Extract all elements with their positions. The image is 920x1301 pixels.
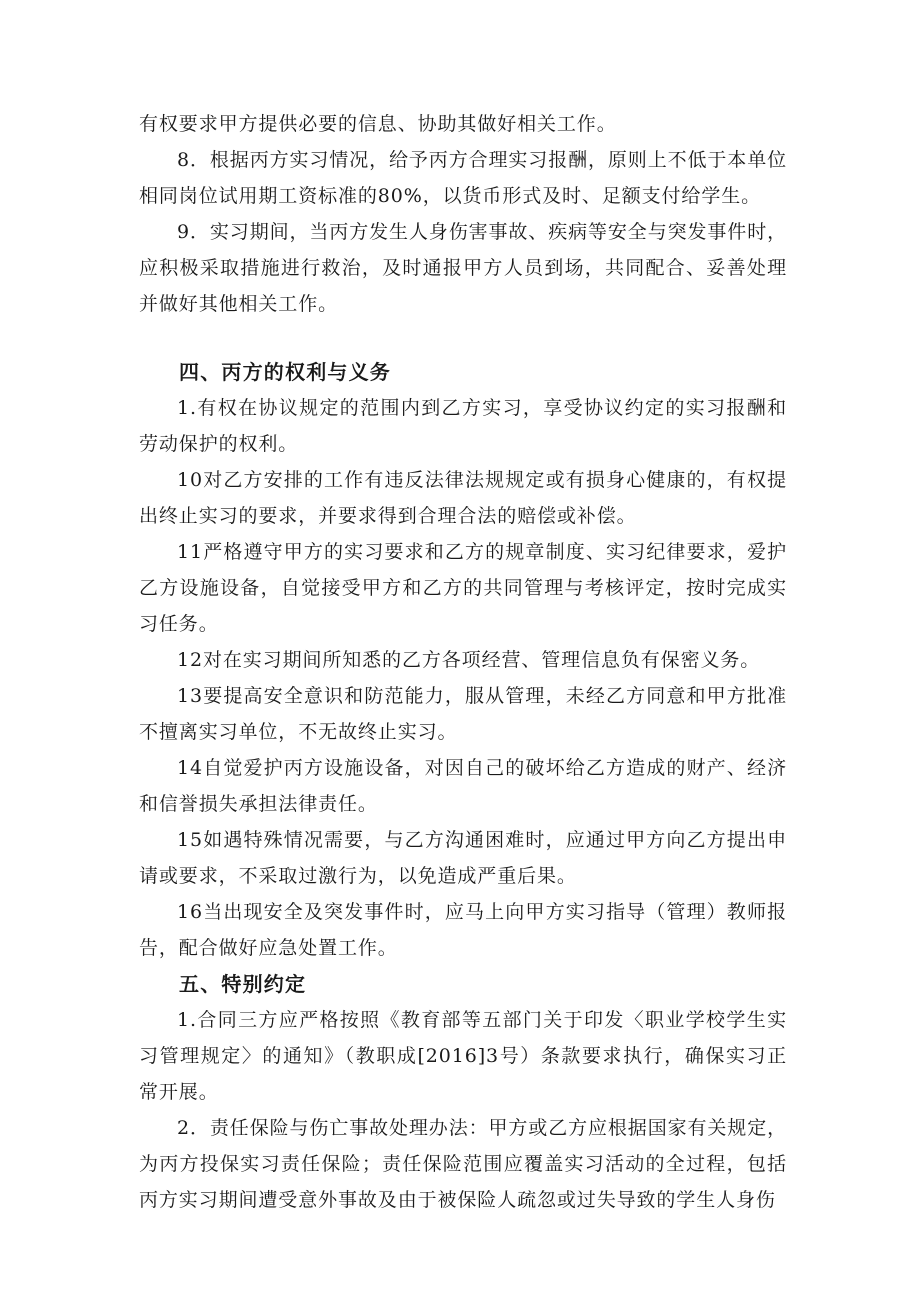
section4-item: 1.有权在协议规定的范围内到乙方实习，享受协议约定的实习报酬和劳动保护的权利。 (139, 397, 787, 455)
paragraph-continuation: 有权要求甲方提供必要的信息、协助其做好相关工作。 (139, 113, 617, 135)
section4-item: 10对乙方安排的工作有违反法律法规规定或有损身心健康的，有权提出终止实习的要求，并要求得到合理合法的赔偿或补偿。 (139, 469, 787, 527)
document-page (139, 106, 787, 1218)
paragraph-item-9: 9．实习期间，当丙方发生人身伤害事故、疾病等安全与突发事件时，应积极采取措施进行救治，及时通报甲方人员到场，共同配合、妥善处理并做好其他相关工作。 (139, 221, 787, 315)
section-heading-5: 五、特别约定 (179, 972, 307, 996)
section4-item: 15如遇特殊情况需要，与乙方沟通困难时，应通过甲方向乙方提出申请或要求，不采取过激行为，以免造成严重后果。 (139, 829, 787, 887)
section4-item: 11严格遵守甲方的实习要求和乙方的规章制度、实习纪律要求，爱护乙方设施设备，自觉接受甲方和乙方的共同管理与考核评定，按时完成实习任务。 (139, 541, 787, 635)
section5-item: 1.合同三方应严格按照《教育部等五部门关于印发〈职业学校学生实习管理规定〉的通知》（教职成[2016]3号）条款要求执行，确保实习正常开展。 (139, 1009, 787, 1103)
section4-item: 14自觉爱护丙方设施设备，对因自己的破坏给乙方造成的财产、经济和信誉损失承担法律责任。 (139, 757, 787, 815)
section5-item: 2．责任保险与伤亡事故处理办法：甲方或乙方应根据国家有关规定，为丙方投保实习责任保险；责任保险范围应覆盖实习活动的全过程，包括丙方实习期间遭受意外事故及由于被保险人疏忽或过失导致的学生人身伤 (139, 1117, 787, 1211)
section4-item: 16当出现安全及突发事件时，应马上向甲方实习指导（管理）教师报告，配合做好应急处置工作。 (139, 901, 787, 959)
section4-item: 12对在实习期间所知悉的乙方各项经营、管理信息负有保密义务。 (177, 649, 761, 671)
section4-item: 13要提高安全意识和防范能力，服从管理，未经乙方同意和甲方批准不擅离实习单位，不无故终止实习。 (139, 685, 787, 743)
paragraph-item-8: 8．根据丙方实习情况，给予丙方合理实习报酬，原则上不低于本单位相同岗位试用期工资标准的80%，以货币形式及时、足额支付给学生。 (139, 149, 787, 207)
section-heading-4: 四、丙方的权利与义务 (179, 360, 391, 384)
